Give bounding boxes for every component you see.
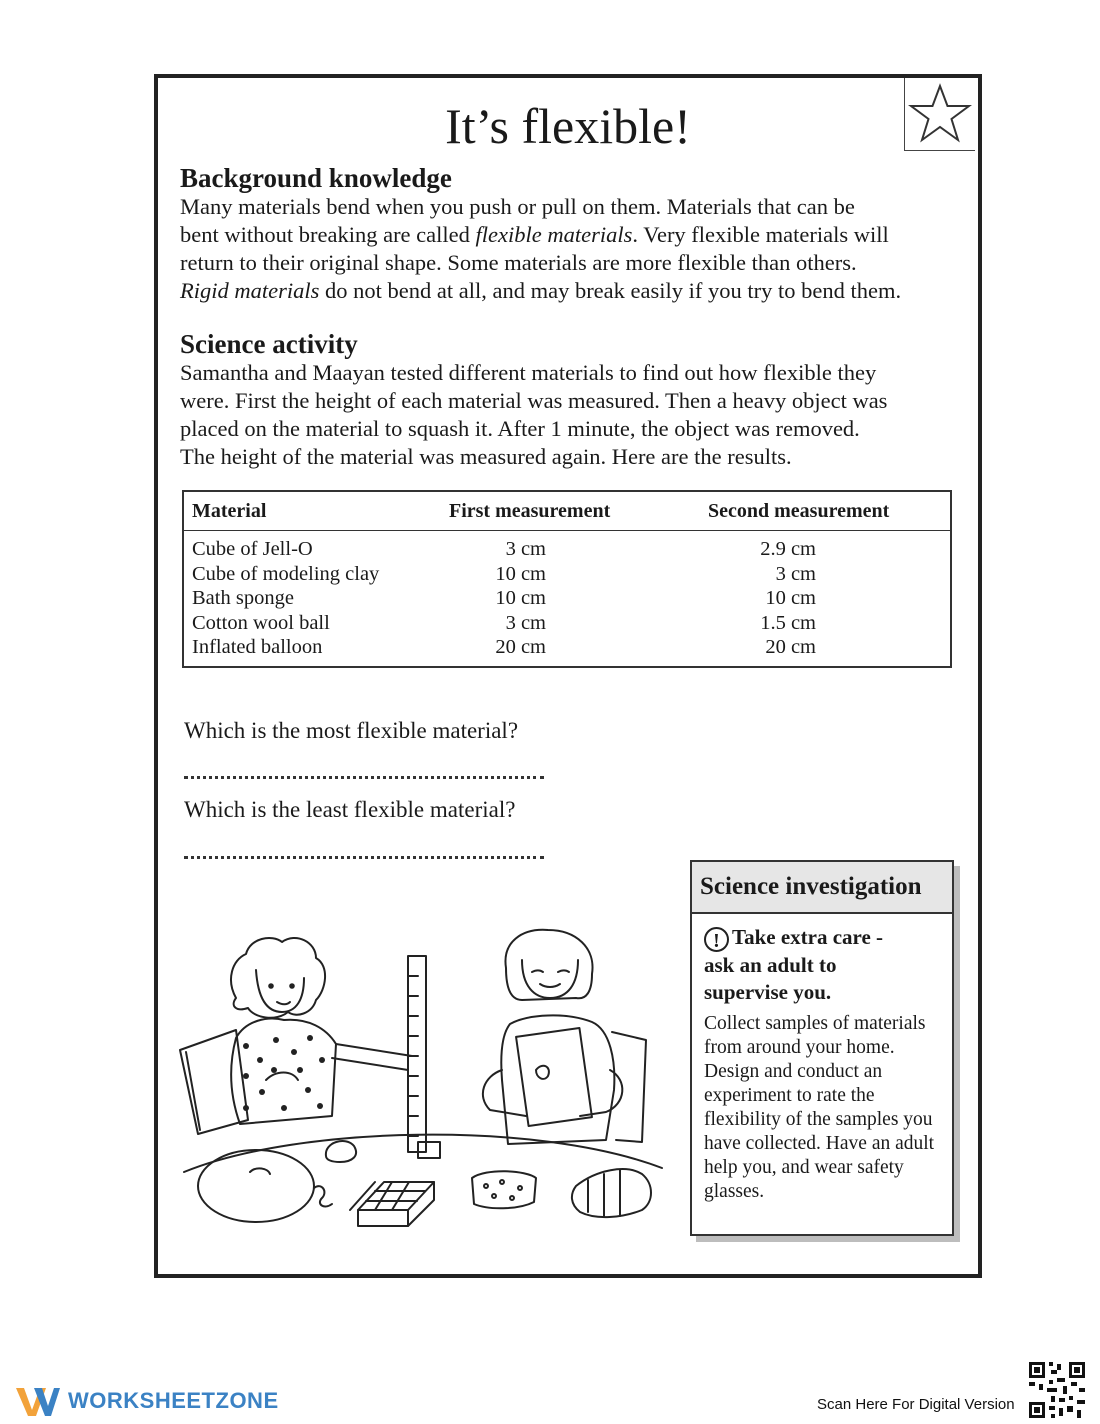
brand-name [68,1388,279,1414]
cell-second: 20 cm [765,636,816,658]
exclamation-icon: ! [704,927,729,952]
cell-first: 10 cm [495,562,546,585]
cell-second: 2.9 cm [760,538,816,560]
question-least-flexible: Which is the least flexible material? [184,797,516,822]
cell-first: 20 cm [495,636,546,658]
cell-material: Cube of Jell-O [192,538,313,560]
answer-line-most[interactable] [184,772,544,779]
investigation-instructions: Collect samples of materials from around your home. Design and conduct an experiment to rate the flexibility of the samples you have collected. Have an adult help you, and wear safety glasses. [704,1013,935,1202]
cell-second: 1.5 cm [760,611,816,634]
background-line-4: Rigid materials do not bend at all, and may break easily if you try to bend them. [180,278,902,303]
background-heading: Background knowledge [180,163,452,193]
scan-label: Scan Here For Digital Version [817,1396,1015,1413]
question-most-flexible: Which is the most flexible material? [184,718,519,743]
activity-text [180,359,970,471]
background-text [180,193,970,305]
safety-warning [704,924,914,1006]
background-line-1: Many materials bend when you push or pull on them. Materials that can be [180,194,855,219]
cell-material: Cotton wool ball [192,611,330,634]
header-second: Second measurement [708,500,890,522]
header-first: First measurement [449,500,611,522]
background-line-2: bent without breaking are called flexible materials. Very flexible materials will [180,222,889,247]
background-line-3: return to their original shape. Some materials are more flexible than others. [180,250,857,275]
table-row [184,612,950,637]
page-title: It’s flexible! [445,98,691,154]
activity-line: Samantha and Maayan tested different materials to find out how flexible they [180,360,877,385]
results-table [182,490,952,668]
cell-first: 3 cm [505,538,546,560]
investigation-box [690,860,954,1236]
investigation-heading: Science investigation [692,862,952,914]
header-material: Material [192,500,267,522]
cell-second: 10 cm [765,587,816,609]
children-illustration [176,920,676,1230]
table-row [184,636,950,661]
worksheetzone-logo-icon [14,1384,62,1420]
flexible-materials-term: flexible materials [475,222,633,247]
activity-heading: Science activity [180,329,358,359]
warning-text: Take extra care - ask an adult to supervise you. [704,925,884,1004]
table-row [184,538,950,563]
table-header [184,492,950,531]
rigid-materials-term: Rigid materials [180,278,320,303]
cell-material: Inflated balloon [192,636,323,658]
cell-first: 3 cm [505,611,546,634]
activity-line: The height of the material was measured again. Here are the results. [180,444,792,469]
cell-material: Cube of modeling clay [192,562,380,585]
cell-material: Bath sponge [192,587,294,609]
cell-second: 3 cm [775,562,816,585]
cell-first: 10 cm [495,587,546,609]
activity-line: placed on the material to squash it. After 1 minute, the object was removed. [180,416,860,441]
answer-line-least[interactable] [184,852,544,859]
activity-line: were. First the height of each material was measured. Then a heavy object was [180,388,888,413]
brand-label: WORKSHEETZONE [68,1388,279,1413]
table-row [184,563,950,588]
qr-code-icon[interactable] [1027,1360,1087,1420]
table-row [184,587,950,612]
